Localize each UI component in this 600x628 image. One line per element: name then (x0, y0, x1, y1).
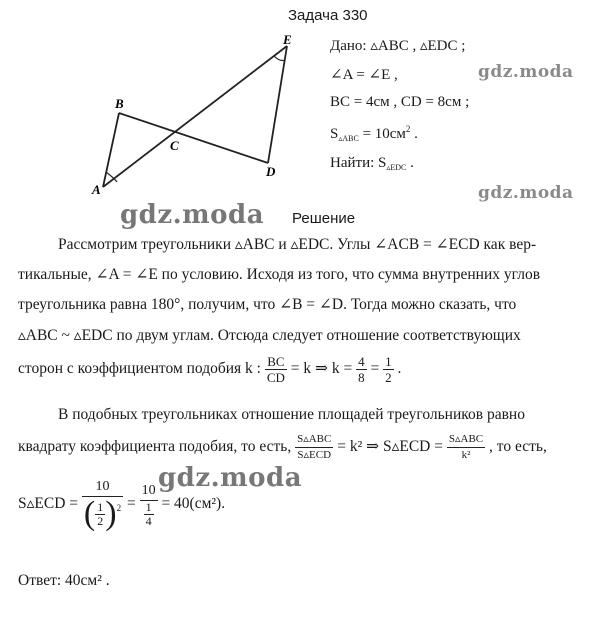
calc-eq1: = (126, 495, 136, 513)
find-end: . (406, 155, 414, 171)
frac-4: 4 (358, 353, 365, 369)
solution-p1-line3: треугольника равна 180°, получим, что ∠B = ∠D. Тогда можно сказать, что (18, 296, 517, 313)
frac-k-sq: k² (461, 448, 471, 461)
solution-p1-line2: тикальные, ∠A = ∠E по условию. Исходя из того, что сумма внутренних углов (18, 266, 541, 283)
p1-line5-end: . (397, 360, 402, 377)
calc-lhs: S▵ECD = (18, 495, 79, 513)
given-area-symbol: S (330, 126, 339, 142)
fraction-4-8 (356, 354, 367, 385)
given-line-4 (330, 124, 418, 143)
frac-8: 8 (358, 369, 365, 385)
given-line-2: ∠A = ∠E , (330, 67, 398, 83)
quarter-den: 4 (145, 513, 152, 528)
segment-bd (119, 113, 268, 163)
left-paren-icon: ( (83, 495, 96, 532)
calc-result: = 40(см²). (161, 495, 226, 513)
watermark-2: gdz.moda (478, 183, 574, 203)
p2-line2-text: квадрату коэффициента подобия, то есть, (18, 438, 292, 455)
triangle-figure (80, 28, 310, 203)
p1-line5-mid: = k ⇒ k = (290, 360, 353, 377)
fraction-area-formula (447, 432, 485, 463)
solution-p1-line5 (18, 352, 401, 386)
p2-line2-mid: = k² ⇒ S▵ECD = (337, 438, 443, 455)
watermark-1: gdz.moda (478, 62, 574, 82)
solution-heading: Решение (292, 210, 356, 227)
given-area-end: . (410, 126, 418, 142)
fraction-half (95, 501, 105, 528)
quarter-num: 1 (145, 499, 152, 514)
fraction-quarter (144, 501, 154, 528)
find-label: Найти: S (330, 155, 387, 171)
solution-p1-line1: Рассмотрим треугольники ▵ABC и ▵EDC. Углы ∠ACB = ∠ECD как вер- (58, 236, 537, 253)
solution-p2-line1: В подобных треугольниках отношение площадей треугольников равно (58, 406, 525, 423)
fraction-bc-cd (265, 354, 287, 385)
frac-bc: BC (265, 354, 287, 370)
frac-s-abc: S▵ABC (295, 432, 333, 448)
fraction-1-2 (383, 354, 394, 385)
given-line-3: BC = 4см , CD = 8см ; (330, 94, 470, 110)
half-num: 1 (97, 499, 104, 514)
frac-s-abc-2: S▵ABC (447, 432, 485, 448)
task-title: Задача 330 (288, 7, 368, 24)
answer-line: Ответ: 40см² . (18, 572, 110, 589)
label-b: B (115, 96, 124, 111)
p1-line5-eq: = (370, 360, 380, 377)
calc-half-squared (82, 497, 123, 531)
label-a: A (92, 182, 101, 197)
frac-s-ecd: S▵ECD (297, 448, 332, 461)
label-e: E (283, 32, 292, 47)
p2-line2-end: , то есть, (489, 438, 547, 455)
fraction-area-ratio (295, 432, 333, 463)
fraction-10-quarter (140, 482, 158, 528)
frac-1: 1 (385, 353, 392, 369)
calc-num-10b: 10 (140, 482, 158, 501)
solution-p1-line4: ▵ABC ~ ▵EDC по двум углам. Отсюда следует отношение соответствующих (18, 327, 521, 344)
given-area-value: = 10см (358, 126, 406, 142)
solution-p2-line2 (18, 430, 547, 464)
label-c: C (170, 138, 179, 153)
find-line (330, 155, 414, 172)
calculation-line (18, 478, 225, 531)
given-area-sup: 2 (405, 124, 411, 134)
right-paren-icon: ) (105, 495, 117, 532)
watermark-4: gdz.moda (158, 463, 303, 493)
given-line-1: Дано: ▵ABC , ▵EDC ; (330, 38, 466, 54)
calc-square: 2 (116, 503, 122, 514)
given-area-sub: ▵ABC (338, 134, 359, 143)
angle-arc-e (274, 56, 285, 61)
frac-cd: CD (266, 369, 285, 385)
calc-quarter (140, 501, 158, 528)
segment-ed (268, 46, 287, 163)
watermark-3: gdz.moda (120, 200, 265, 230)
find-sub: ▵EDC (386, 163, 407, 172)
label-d: D (266, 164, 276, 179)
p1-line5-text: сторон с коэффициентом подобия k : (18, 360, 261, 377)
half-den: 2 (97, 513, 104, 528)
calc-num-10: 10 (82, 478, 123, 497)
frac-2: 2 (385, 369, 392, 385)
fraction-10-half-squared (82, 478, 123, 531)
